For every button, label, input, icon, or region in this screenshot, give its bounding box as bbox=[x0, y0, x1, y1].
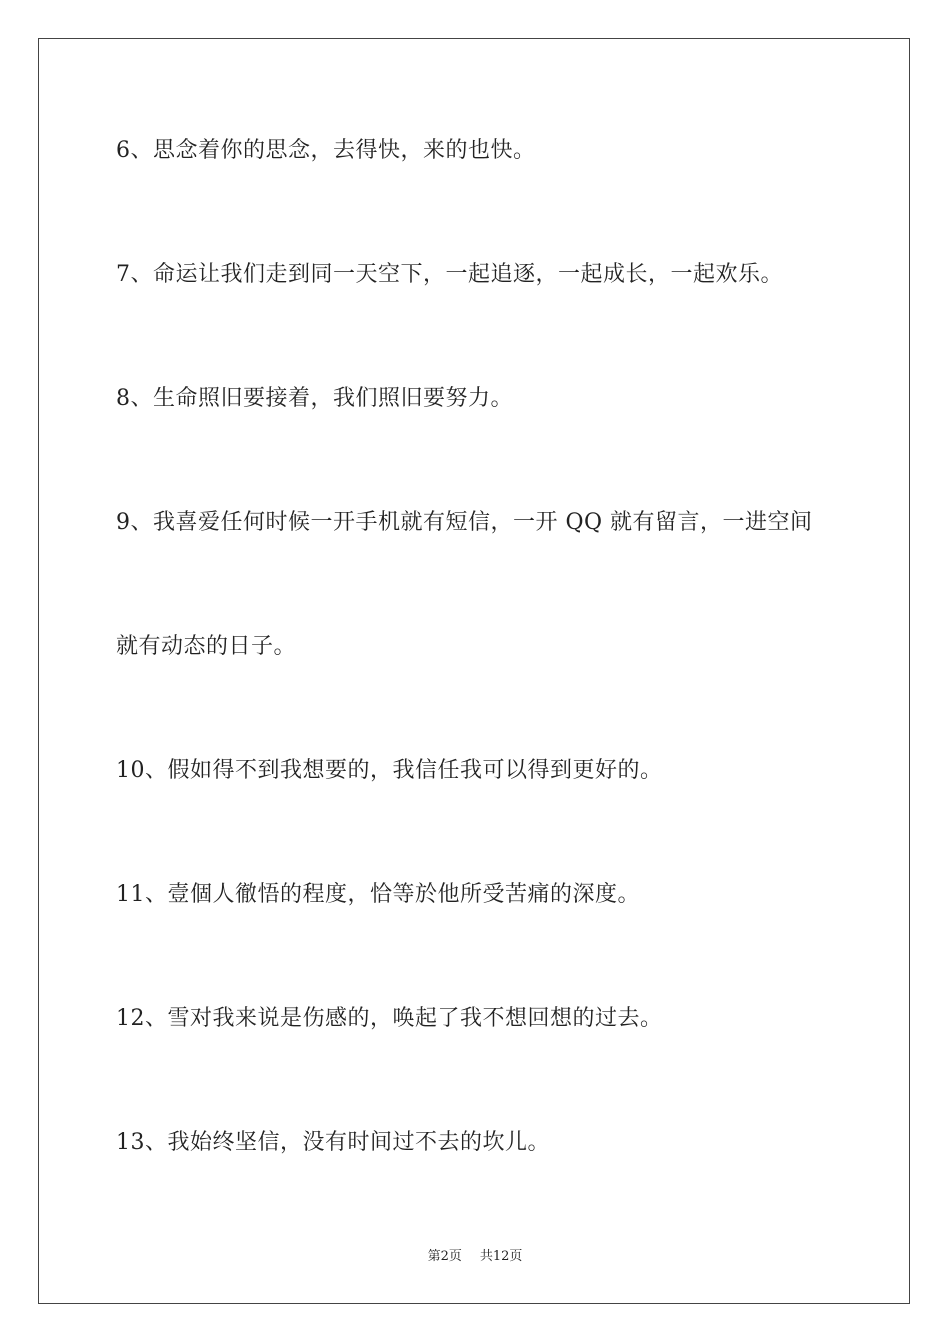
page-total: 共12页 bbox=[479, 1249, 523, 1264]
page-footer bbox=[0, 1248, 950, 1266]
text-line-7: 7、命运让我们走到同一天空下，一起追逐，一起成长，一起欢乐。 bbox=[116, 262, 783, 287]
text-line-8: 8、生命照旧要接着，我们照旧要努力。 bbox=[116, 386, 513, 411]
text-line-12: 12、雪对我来说是伤感的，唤起了我不想回想的过去。 bbox=[116, 1006, 663, 1031]
text-line-11: 11、壹個人徹悟的程度，恰等於他所受苦痛的深度。 bbox=[116, 882, 640, 907]
text-line-13: 13、我始终坚信，没有时间过不去的坎儿。 bbox=[116, 1130, 550, 1155]
text-line-10: 10、假如得不到我想要的，我信任我可以得到更好的。 bbox=[116, 758, 663, 783]
page-border bbox=[38, 38, 910, 1304]
text-line-9: 9、我喜爱任何时候一开手机就有短信，一开 QQ 就有留言，一进空间 bbox=[116, 510, 813, 535]
page-number: 第2页 bbox=[427, 1249, 462, 1264]
text-line-9-continued: 就有动态的日子。 bbox=[116, 634, 297, 659]
text-line-6: 6、思念着你的思念，去得快，来的也快。 bbox=[116, 138, 536, 163]
